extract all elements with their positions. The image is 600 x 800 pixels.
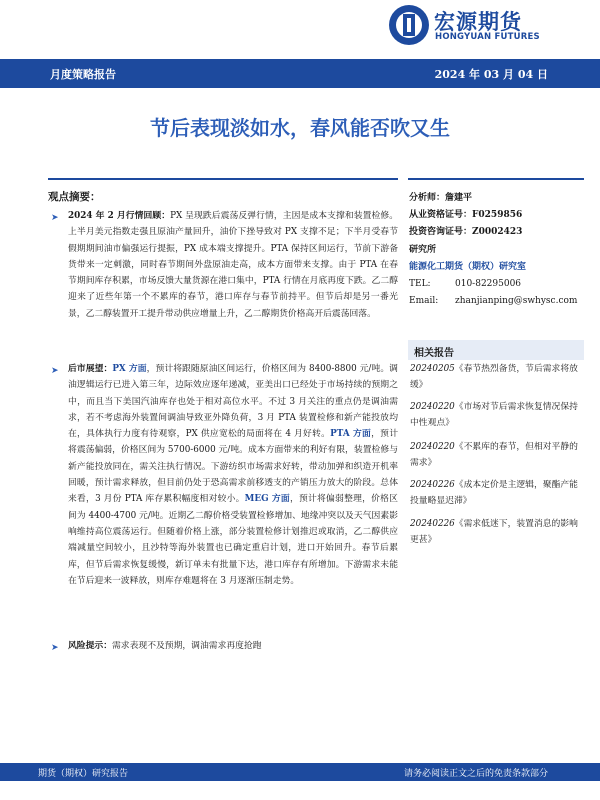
- invest-number: Z0002423: [472, 227, 523, 238]
- tel-label: TEL:: [409, 279, 431, 290]
- footer-band: [0, 763, 600, 781]
- related-date: 20240226: [410, 480, 455, 490]
- related-report-item[interactable]: [410, 440, 585, 471]
- related-report-item[interactable]: [410, 400, 585, 431]
- analyst-name: 詹建平: [445, 193, 473, 203]
- analyst-info: [409, 190, 589, 310]
- footer-left: 期货（期权）研究报告: [38, 769, 129, 779]
- bullet-icon: ➤: [51, 643, 59, 653]
- cert-number: F0259856: [472, 210, 523, 221]
- summary-heading: 观点摘要：: [48, 191, 101, 203]
- summary-paragraph-risk: [68, 638, 398, 654]
- related-date: 20240205: [410, 364, 455, 374]
- bullet-icon: ➤: [51, 366, 59, 376]
- brand-name-en: HONGYUAN FUTURES: [435, 32, 540, 42]
- institute: 研究所: [409, 244, 437, 255]
- footer-disclaimer: 请务必阅读正文之后的免责条款部分: [403, 769, 548, 779]
- related-title: 《不累库的春节，但相对平静的需求》: [410, 442, 578, 468]
- related-date: 20240220: [410, 402, 455, 412]
- cert-label: 从业资格证号：: [409, 210, 473, 221]
- pta-label: PTA 方面: [330, 429, 372, 440]
- px-label: PX 方面: [112, 364, 147, 374]
- review-text: PX 呈现跌后震荡反弹行情，主因是成本支撑和装置检修。上半月美元指数走强且原油产量回升，油价下挫导致对 PX 支撑不足；下半月受春节假期期间油市偏强运行提振，PX 成本端支撑提升。PTA 保持区间运行，节前下游备货带来一定刺激，同时春节期间外盘原油走高，成本方面带来支撑。由于 PTA 在春节期间库存积累，市场反馈大量货源在港口集中，PTA 行情在月底再度下跌。乙二醇迎来了近些年第一个不累库的春节，港口库存与春节前持平。但节后却是另一番光景，乙二醇装置开工提升带动供应增量上升，乙二醇期货价格高开后震荡回落。: [68, 211, 399, 319]
- summary-paragraph-outlook: [68, 361, 398, 589]
- divider-left: [48, 178, 398, 180]
- report-date: 2024 年 03 月 04 日: [434, 68, 548, 81]
- px-text: ，预计将跟随原油区间运行，价格区间为 8400-8800 元/吨。调油逻辑运行已进入第三年，边际效应逐年递减，亚美出口已经处于市场持续的预期之中，而且当下美国汽油库存也处于相对高位水平。不过 3 月关注的重点仍是调油需求，若不考虑海外装置间调油导致亚外降负荷，3 月 PTA 装置检修和新产能投放均在，具体执行力度有待观察，PX 供应宽松的局面将在 4 月好转。: [68, 364, 398, 440]
- risk-text: 需求表现不及预期，调油需求再度抢跑: [112, 641, 262, 651]
- related-reports-heading: 相关报告: [408, 340, 584, 360]
- bullet-icon: ➤: [51, 213, 59, 223]
- review-lead: 2024 年 2 月行情回顾：: [68, 211, 171, 221]
- report-type: 月度策略报告: [50, 68, 116, 81]
- related-title: 《春节热烈备货，节后需求将放缓》: [410, 364, 578, 390]
- related-title: 《成本定价是主逻辑，聚酯产能投量略显迟滞》: [410, 480, 578, 506]
- tel-number: 010-82295006: [455, 279, 522, 290]
- related-report-item[interactable]: [410, 362, 585, 393]
- related-date: 20240226: [410, 519, 455, 529]
- company-logo: [388, 4, 558, 48]
- related-report-item[interactable]: [410, 478, 585, 509]
- page-title: 节后表现淡如水，春风能否吹又生: [150, 116, 450, 140]
- invest-label: 投资咨询证号：: [409, 227, 473, 238]
- outlook-lead: 后市展望：: [68, 364, 113, 374]
- header-band: [0, 59, 600, 88]
- logo-mark-icon: [388, 4, 430, 46]
- summary-paragraph-review: [68, 208, 398, 322]
- divider-right: [408, 178, 584, 180]
- risk-lead: 风险提示：: [68, 641, 112, 651]
- department: 能源化工期货（期权）研究室: [409, 261, 527, 272]
- related-title: 《市场对节后需求恢复情况保持中性观点》: [410, 402, 578, 428]
- email-label: Email:: [409, 296, 439, 307]
- meg-text: ，预计将偏弱整理，价格区间为 4400-4700 元/吨。近期乙二醇价格受装置检修增加、地缘冲突以及天气因素影响维持高位震荡运行。但随着价格上涨，部分装置检修计划推迟或取消，乙二醇供应端减量空间较小，且沙特等海外装置也已确定重启计划，进口开始回升。春节后累库，但节后需求恢复缓慢，新订单未有批量下达，港口库存有所增加。下游需求未能在节后迎来一波释放，则库存难题将在 3 月逐渐压制走势。: [68, 494, 398, 586]
- meg-label: MEG 方面: [244, 494, 290, 505]
- related-date: 20240220: [410, 442, 455, 452]
- brand-name-cn: 宏源期货: [434, 10, 522, 34]
- related-report-item[interactable]: [410, 517, 585, 548]
- analyst-label: 分析师：: [409, 193, 446, 203]
- email-link[interactable]: zhanjianping@swhysc.com: [455, 296, 578, 307]
- pta-text: ，预计将震荡偏弱，价格区间为 5700-6000 元/吨。成本方面带来的利好有限，装置检修与新产能投放同在，需关注执行情况。下游纺织市场需求好转，带动加弹和织造开机率回暖，预计需求释放，但目前仍处于恐高需求前移透支的产销压力放大的阶段。总体来看，3 月份 PTA 库存累积幅度相对较小。: [68, 429, 398, 505]
- related-title: 《需求低迷下，装置消息的影响更甚》: [410, 519, 578, 545]
